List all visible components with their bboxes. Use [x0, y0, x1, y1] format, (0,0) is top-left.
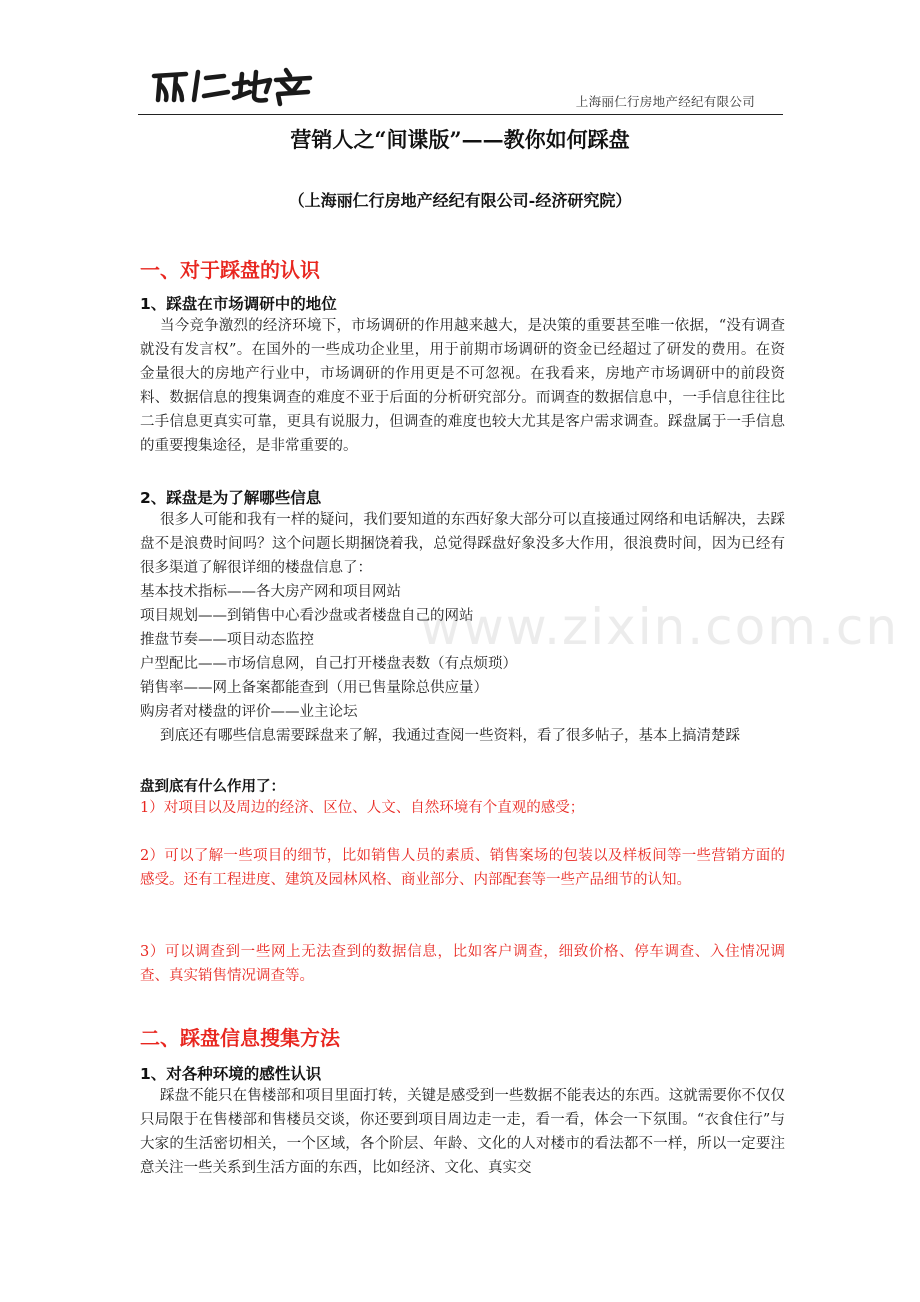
watermark: www.zixin.com.cn [420, 598, 900, 656]
section-1-1-heading: 1、踩盘在市场调研中的地位 [140, 295, 337, 313]
section-1-1-paragraph: 当今竞争激烈的经济环境下，市场调研的作用越来越大，是决策的重要甚至唯一依据，“没有调查就没有发言权”。在国外的一些成功企业里，用于前期市场调研的资金已经超过了研发的费用。在资金量很大的房地产行业中，市场调研的作用更是不可忽视。在我看来，房地产市场调研中的前段资料、数据信息的搜集调查的难度不亚于后面的分析研究部分。而调查的数据信息中，一手信息往往比二手信息更真实可靠，更具有说服力，但调查的难度也较大尤其是客户需求调查。踩盘属于一手信息的重要搜集途径，是非常重要的。 [140, 318, 785, 454]
info-list-item: 项目规划——到销售中心看沙盘或者楼盘自己的网站 [140, 608, 474, 624]
section-2-heading: 二、踩盘信息搜集方法 [140, 1026, 340, 1050]
section-1-2-bold-line: 盘到底有什么作用了： [140, 779, 285, 795]
header-company-name: 上海丽仁行房地产经纪有限公司 [575, 94, 755, 109]
section-1-heading: 一、对于踩盘的认识 [140, 258, 320, 282]
info-list-item: 销售率——网上备案都能查到（用已售量除总供应量） [140, 680, 488, 696]
info-list-item: 户型配比——市场信息网，自己打开楼盘表数（有点烦琐） [140, 656, 517, 672]
document-title: 营销人之“间谍版”——教你如何踩盘 [290, 127, 630, 152]
section-2-1-paragraph: 踩盘不能只在售楼部和项目里面打转，关键是感受到一些数据不能表达的东西。这就需要你不仅仅只局限于在售楼部和售楼员交谈，你还要到项目周边走一走，看一看，体会一下氛围。“衣食住行”与大家的生活密切相关，一个区域，各个阶层、年龄、文化的人对楼市的看法都不一样，所以一定要注意关注一些关系到生活方面的东西，比如经济、文化、真实交 [140, 1088, 785, 1176]
section-1-2-heading: 2、踩盘是为了解哪些信息 [140, 489, 322, 507]
section-1-2-intro: 很多人可能和我有一样的疑问，我们要知道的东西好象大部分可以直接通过网络和电话解决，去踩盘不是浪费时间吗？这个问题长期捆饶着我，总觉得踩盘好象没多大作用，很浪费时间，因为已经有很多渠道了解很详细的楼盘信息了： [140, 512, 785, 576]
section-2-1-heading: 1、对各种环境的感性认识 [140, 1065, 322, 1083]
document-subtitle: （上海丽仁行房地产经纪有限公司-经济研究院） [288, 191, 632, 210]
benefit-point-2: 2）可以了解一些项目的细节，比如销售人员的素质、销售案场的包装以及样板间等一些营销方面的感受。还有工程进度、建筑及园林风格、商业部分、内部配套等一些产品细节的认知。 [140, 848, 785, 888]
benefit-point-1: 1）对项目以及周边的经济、区位、人文、自然环境有个直观的感受； [140, 800, 585, 816]
info-list-item: 基本技术指标——各大房产网和项目网站 [140, 584, 401, 600]
info-list-item: 购房者对楼盘的评价——业主论坛 [140, 704, 358, 720]
benefit-point-3: 3）可以调查到一些网上无法查到的数据信息，比如客户调查，细致价格、停车调查、入住情况调查、真实销售情况调查等。 [140, 944, 785, 984]
page-header [138, 58, 783, 115]
section-1-2-after: 到底还有哪些信息需要踩盘来了解，我通过查阅一些资料，看了很多帖子，基本上搞清楚踩 [160, 728, 740, 744]
company-logo [146, 66, 316, 108]
info-list-item: 推盘节奏——项目动态监控 [140, 632, 314, 648]
